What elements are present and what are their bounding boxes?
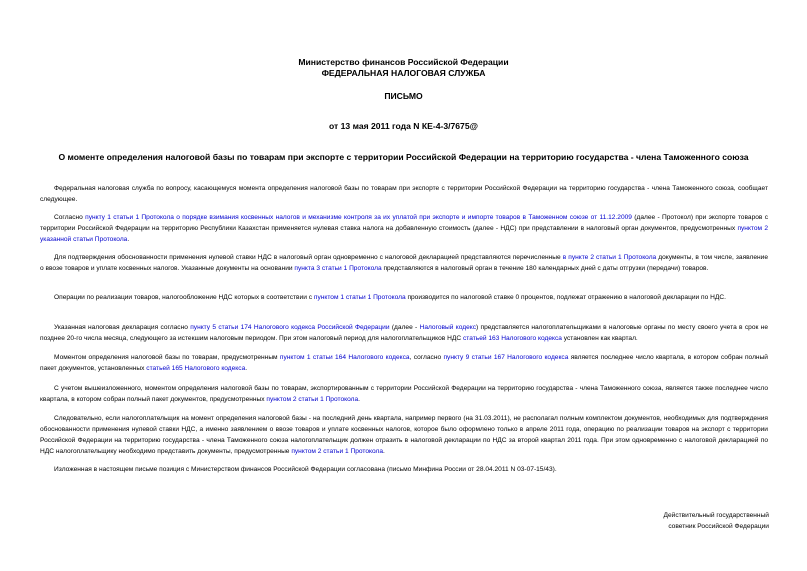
link-tax-code-art174[interactable]: пункту 5 статьи 174 Налогового кодекса Российской Федерации — [190, 324, 390, 331]
link-tax-code-art167[interactable]: пункту 9 статьи 167 Налогового кодекса — [443, 354, 569, 361]
link-tax-code-art165[interactable]: статьей 165 Налогового кодекса — [146, 365, 246, 372]
text: производится по налоговой ставке 0 процентов, подлежат отражению в налоговой декларации по НДС. — [405, 294, 726, 301]
text: . — [383, 448, 385, 455]
link-tax-code-art164[interactable]: пунктом 1 статьи 164 Налогового кодекса — [279, 354, 410, 361]
link-tax-code[interactable]: Налоговый кодекс — [419, 324, 476, 331]
paragraph-6 — [40, 352, 768, 374]
paragraph-5 — [40, 322, 768, 344]
signature-line-1: Действительный государственный — [663, 512, 769, 519]
text: . — [127, 236, 130, 243]
text: является последнее число квартала, в котором собран полный пакет документов, установленных — [40, 354, 768, 372]
text: Следовательно, если налогоплательщик на момент определения налоговой базы - на последний день квартала, например первого (на 31.03.2011), не располагал полным комплектом документов, необходимых для подтверждения обоснованности применения нулевой ставки НДС, а именно заявлением о ввозе товаров и уплате косвенных налогов, которое было оформлено только в апреле 2011 года, операцию по реализации товаров на экспорт с территории Российской Федерации на территорию государства - члена Таможенного союза налогоплательщик должен отразить в налоговой декларации по НДС за второй квартал 2011 года. При этом одновременно с налоговой декларацией по НДС налогоплательщику необходимо представить документы, предусмотренные — [40, 415, 768, 455]
paragraph-1: Федеральная налоговая служба по вопросу, касающемуся момента определения налоговой базы по товарам при экспорте с территории Российской Федерации на территорию государства - члена Таможенного союза, сообщает следующее. — [40, 185, 768, 203]
link-protocol-art1-p1[interactable]: пункту 1 статьи 1 Протокола о порядке взимания косвенных налогов и механизме контроля за их уплатой при экспорте и импорте товаров в Таможенном союзе от 11.12.2009 — [85, 214, 632, 221]
text: представляются в налоговый орган в течение 180 календарных дней с даты отгрузки (передачи) товаров. — [381, 265, 709, 272]
link-protocol-art1-p2[interactable]: пунктом 2 статьи 1 Протокола — [291, 448, 384, 455]
text: С учетом вышеизложенного, моментом определения налоговой базы по товарам, экспортированным с территории Российской Федерации на территорию государства - члена Таможенного союза, является также последнее число квартала, в котором собран полный пакет документов, предусмотренных — [40, 385, 768, 403]
paragraph-3 — [40, 252, 768, 274]
link-protocol-art1-p2[interactable]: пунктом 2 статьи 1 Протокола — [266, 396, 359, 403]
text: Согласно — [54, 214, 86, 221]
document-type: ПИСЬМО — [384, 91, 423, 101]
text: ) представляется налогоплательщиками в налоговые органы по месту своего учета в срок не позднее 20-го числа месяца, следующего за истекшим налоговым периодом. При этом налоговый период для налогоплательщиков НДС — [40, 324, 768, 342]
text: Для подтверждения обоснованности применения нулевой ставки НДС в налоговый орган одновременно с налоговой декларацией представляются перечисленные — [54, 254, 563, 261]
text: Операции по реализации товаров, налогообложение НДС которых в соответствии с — [54, 294, 314, 301]
text: Моментом определения налоговой базы по товарам, предусмотренным — [54, 354, 280, 361]
link-protocol-art1-p2[interactable]: пунктом 2 указанной статьи Протокола — [40, 225, 768, 243]
text: документы, в том числе, заявление о ввозе товаров и уплате косвенных налогов. Указанные документы на основании — [40, 254, 769, 272]
service-title: ФЕДЕРАЛЬНАЯ НАЛОГОВАЯ СЛУЖБА — [321, 68, 486, 78]
link-protocol-art1-p2[interactable]: в пункте 2 статьи 1 Протокола — [562, 254, 657, 261]
link-protocol-art1-p3[interactable]: пункта 3 статьи 1 Протокола — [294, 265, 382, 272]
paragraph-8 — [40, 413, 768, 457]
paragraph-9: Изложенная в настоящем письме позиция с Министерством финансов Российской Федерации согласована (письмо Минфина России от 28.04.2011 N 03-07-15/43). — [54, 466, 557, 473]
link-protocol-art1-p1[interactable]: пунктом 1 статьи 1 Протокола — [313, 294, 406, 301]
paragraph-7 — [40, 383, 768, 405]
text: Указанная налоговая декларация согласно — [54, 324, 191, 331]
document-date-number: от 13 мая 2011 года N КЕ-4-3/7675@ — [329, 121, 478, 131]
text: (далее - — [389, 324, 420, 331]
text: . — [245, 365, 248, 372]
text: установлен как квартал. — [561, 335, 638, 342]
signature-line-2: советник Российской Федерации — [668, 523, 769, 530]
paragraph-2 — [40, 212, 768, 245]
text: (далее - Протокол) при экспорте товаров с территории Российской Федерации на территорию Республики Казахстан применяется нулевая ставка налога на добавленную стоимость (далее - НДС) при представлении в налоговый орган документов, предусмотренных — [40, 214, 769, 232]
document-subject: О моменте определения налоговой базы по товарам при экспорте с территории Российской Федерации на территорию государства - члена Таможенного союза — [58, 152, 749, 162]
signature-block — [664, 510, 770, 532]
text: , согласно — [409, 354, 444, 361]
paragraph-4 — [40, 292, 768, 303]
link-tax-code-art163[interactable]: статьей 163 Налогового кодекса — [462, 335, 562, 342]
ministry-title: Министерство финансов Российской Федерации — [298, 57, 509, 67]
text: . — [358, 396, 360, 403]
